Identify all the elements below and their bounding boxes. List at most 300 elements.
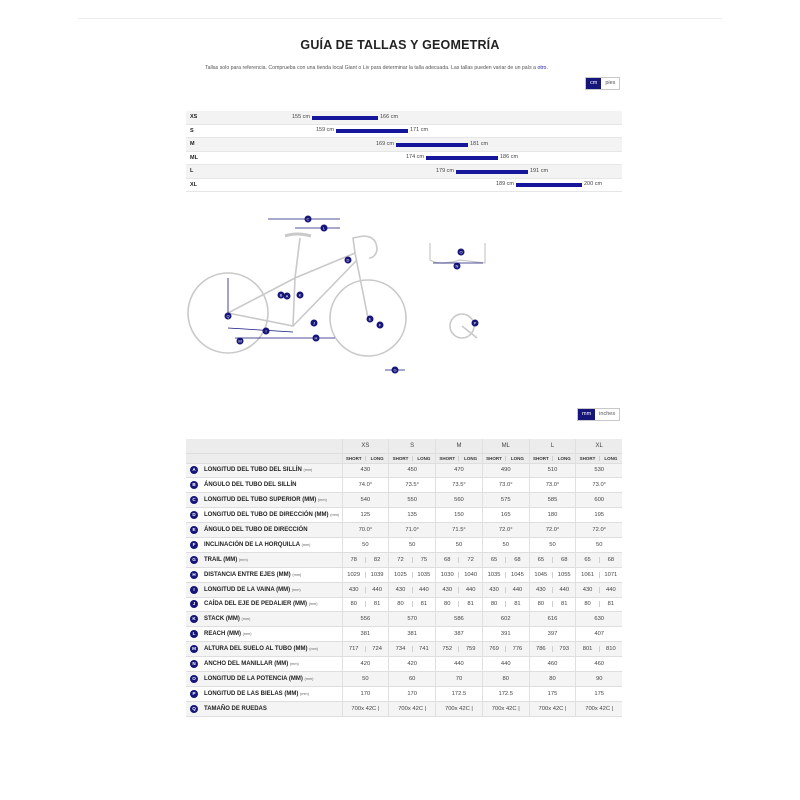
value-cell: 391 [482, 627, 529, 642]
row-name-text: STACK (MM) [204, 616, 242, 623]
long-value: 776 [512, 646, 523, 653]
short-value: 734 [389, 646, 412, 652]
subtitle-text: Tallas solo para referencia. Comprueba con una tienda local Giant o Liv para determinar la talla adecuada. Las tallas pueden variar de un país a [205, 65, 538, 71]
short-label: SHORT [389, 456, 412, 461]
svg-text:Q: Q [226, 313, 230, 319]
value-cell: 73.0° [576, 478, 622, 493]
short-value: 430 [343, 587, 366, 593]
header-blank [186, 439, 342, 453]
short-value: 1045 [530, 572, 553, 578]
long-label: LONG [510, 455, 524, 461]
value-cell: 72.0° [576, 523, 622, 538]
row-name-text: CAÍDA DEL EJE DE PEDALIER (MM) [204, 601, 309, 608]
table-row [186, 463, 622, 478]
size-row-ml [186, 152, 622, 166]
row-letter-cell [186, 478, 202, 493]
row-unit: (mm) [241, 617, 251, 622]
long-value: 1045 [510, 571, 524, 578]
row-letter-cell [186, 701, 202, 716]
value-cell: 125 [342, 508, 389, 523]
value-pair-cell [436, 582, 483, 597]
long-value: 741 [419, 646, 429, 653]
svg-text:N: N [455, 263, 459, 269]
table-row [186, 478, 622, 493]
geometry-unit-toggle [577, 408, 620, 421]
value-cell: 510 [529, 463, 576, 478]
letter-badge: J [190, 600, 198, 608]
short-label: SHORT [576, 456, 599, 461]
value-cell: 90 [576, 671, 622, 686]
geo-label-D [345, 257, 352, 264]
value-pair-cell [436, 597, 483, 612]
svg-text:B: B [279, 292, 283, 298]
value-pair-cell [389, 597, 436, 612]
short-value: 430 [436, 587, 459, 593]
value-cell: 73.5° [389, 478, 436, 493]
value-cell: 72.0° [482, 523, 529, 538]
row-name-text: ÁNGULO DEL TUBO DEL SILLÍN [204, 482, 297, 489]
value-pair-cell [482, 597, 529, 612]
unit-mm-button[interactable]: mm [578, 409, 595, 420]
short-value: 801 [576, 646, 599, 652]
row-name [202, 642, 342, 657]
value-pair-cell [482, 582, 529, 597]
row-name [202, 686, 342, 701]
value-cell: 50 [436, 537, 483, 552]
long-label: LONG [604, 455, 618, 461]
short-value: 430 [389, 587, 412, 593]
subheader-blank [186, 453, 342, 463]
value-pair-cell [389, 582, 436, 597]
svg-text:J: J [313, 320, 315, 326]
row-name [202, 537, 342, 552]
letter-badge: L [190, 630, 198, 638]
table-row [186, 597, 622, 612]
short-long-header [436, 453, 483, 463]
value-cell: 490 [482, 463, 529, 478]
letter-badge: K [190, 615, 198, 623]
short-value: 769 [483, 646, 506, 652]
long-value: 68 [560, 556, 568, 563]
row-name-text: TRAIL (MM) [204, 556, 239, 563]
row-name-text: REACH (MM) [204, 631, 243, 638]
geo-label-O [458, 249, 465, 256]
size-row-xs [186, 111, 622, 125]
value-cell: 560 [436, 493, 483, 508]
value-pair-cell [576, 582, 622, 597]
short-value: 430 [483, 587, 506, 593]
value-cell: 586 [436, 612, 483, 627]
svg-text:I: I [265, 328, 267, 334]
table-row [186, 627, 622, 642]
svg-text:E: E [368, 316, 372, 322]
row-name [202, 597, 342, 612]
value-cell: 135 [389, 508, 436, 523]
long-value: 81 [607, 601, 615, 608]
table-row [186, 523, 622, 538]
value-pair-cell [389, 642, 436, 657]
row-unit: (mm) [301, 542, 311, 547]
row-letter-cell [186, 537, 202, 552]
size-label: XL [190, 181, 198, 188]
row-name [202, 463, 342, 478]
letter-badge: O [190, 675, 198, 683]
unit-inches-button[interactable]: inches [595, 409, 619, 420]
row-name-text: TAMAÑO DE RUEDAS [204, 705, 267, 712]
long-value: 440 [419, 586, 429, 593]
letter-badge: N [190, 660, 198, 668]
seatpost [295, 238, 300, 278]
value-cell: 150 [436, 508, 483, 523]
letter-badge: H [190, 571, 198, 579]
value-cell: 50 [342, 537, 389, 552]
size-range-bar [312, 116, 378, 120]
row-name-text: LONGITUD DEL TUBO DEL SILLÍN [204, 467, 304, 474]
long-value: 1039 [370, 571, 384, 578]
value-cell: 407 [576, 627, 622, 642]
bar-min-label: 155 cm [291, 113, 310, 120]
long-value: 1040 [464, 571, 478, 578]
value-cell: 630 [576, 612, 622, 627]
value-cell: 180 [529, 508, 576, 523]
value-cell: 175 [576, 686, 622, 701]
short-long-header [482, 453, 529, 463]
value-cell: 602 [482, 612, 529, 627]
geo-label-E [367, 316, 374, 323]
row-letter-cell [186, 552, 202, 567]
value-pair-cell [576, 597, 622, 612]
bar-min-label: 169 cm [375, 140, 394, 147]
size-range-bar [396, 143, 468, 147]
long-value: 440 [512, 586, 523, 593]
long-value: 1055 [557, 571, 571, 578]
value-cell: 700x 42C | [576, 701, 622, 716]
svg-text:D: D [346, 257, 350, 263]
letter-badge: C [190, 496, 198, 504]
short-value: 78 [343, 557, 366, 563]
bar-max-label: 166 cm [380, 113, 399, 120]
row-unit: (mm) [292, 572, 302, 577]
long-value: 724 [372, 646, 382, 653]
long-value: 81 [514, 601, 521, 608]
short-label: SHORT [530, 456, 553, 461]
value-cell: 700x 42C | [389, 701, 436, 716]
value-pair-cell [342, 582, 389, 597]
table-subheader-row [186, 453, 622, 463]
short-value: 752 [436, 646, 459, 652]
geo-label-L [321, 225, 328, 232]
bar-min-label: 179 cm [435, 167, 454, 174]
value-pair-cell [529, 582, 576, 597]
geo-label-C [305, 216, 312, 223]
row-letter-cell [186, 493, 202, 508]
row-unit: (mm) [238, 557, 248, 562]
long-label: LONG [370, 455, 384, 461]
value-cell: 440 [482, 657, 529, 672]
table-row [186, 508, 622, 523]
size-label: M [190, 141, 195, 147]
short-value: 65 [483, 557, 506, 563]
page-title: GUÍA DE TALLAS Y GEOMETRÍA [300, 38, 500, 52]
short-value: 80 [483, 601, 506, 607]
short-value: 1025 [389, 572, 412, 578]
size-row-s [186, 125, 622, 139]
row-name [202, 508, 342, 523]
short-value: 80 [530, 601, 553, 607]
value-pair-cell [389, 567, 436, 582]
bike-geometry-diagram [185, 208, 495, 388]
value-cell: 70 [436, 671, 483, 686]
row-unit: (mm) [317, 498, 327, 503]
row-unit: (mm) [308, 602, 318, 607]
bar-max-label: 200 cm [584, 181, 603, 187]
short-long-header [342, 453, 389, 463]
value-pair-cell [342, 597, 389, 612]
long-value: 68 [514, 556, 521, 563]
subtitle-link[interactable]: otro. [537, 65, 548, 71]
value-pair-cell [482, 642, 529, 657]
value-cell: 397 [529, 627, 576, 642]
value-cell: 381 [342, 627, 389, 642]
height-unit-toggle [585, 77, 620, 90]
value-cell: 50 [342, 671, 389, 686]
size-row-xl [186, 179, 622, 193]
row-letter-cell [186, 671, 202, 686]
row-name-text: LONGITUD DE LA VAINA (MM) [204, 586, 292, 593]
value-cell: 570 [389, 612, 436, 627]
geo-label-J [311, 320, 318, 327]
value-cell: 460 [576, 657, 622, 672]
row-name-text: DISTANCIA ENTRE EJES (MM) [204, 571, 293, 578]
dim-chainstay [228, 328, 293, 332]
value-cell: 440 [436, 657, 483, 672]
svg-text:K: K [298, 292, 302, 298]
short-long-header [529, 453, 576, 463]
geo-label-G [392, 367, 399, 374]
svg-text:P: P [473, 320, 477, 326]
row-unit: (mm) [242, 632, 252, 637]
geo-label-P [472, 320, 479, 327]
value-cell: 450 [389, 463, 436, 478]
value-cell: 700x 42C | [436, 701, 483, 716]
value-pair-cell [436, 567, 483, 582]
short-value: 80 [576, 601, 599, 607]
value-cell: 616 [529, 612, 576, 627]
long-value: 68 [607, 556, 615, 563]
svg-text:H: H [314, 335, 318, 341]
value-cell: 420 [389, 657, 436, 672]
value-cell: 170 [342, 686, 389, 701]
long-value: 81 [420, 601, 428, 608]
table-row [186, 537, 622, 552]
size-range-bar [516, 183, 582, 187]
value-cell: 600 [576, 493, 622, 508]
table-row [186, 582, 622, 597]
row-name [202, 612, 342, 627]
geo-label-I [263, 328, 270, 335]
letter-badge: F [190, 541, 198, 549]
row-unit: (mm) [303, 468, 313, 473]
row-unit: (mm) [291, 587, 301, 592]
long-value: 1071 [604, 571, 618, 578]
row-name [202, 567, 342, 582]
frame-rear [228, 278, 295, 326]
size-row-m [186, 138, 622, 152]
short-value: 80 [436, 601, 459, 607]
row-name-text: ÁNGULO DEL TUBO DE DIRECCIÓN [204, 527, 308, 533]
table-row [186, 671, 622, 686]
value-cell: 530 [576, 463, 622, 478]
row-letter-cell [186, 523, 202, 538]
value-cell: 165 [482, 508, 529, 523]
value-cell: 700x 42C | [529, 701, 576, 716]
table-row [186, 612, 622, 627]
value-cell: 195 [576, 508, 622, 523]
value-cell: 71.5° [436, 523, 483, 538]
value-cell: 387 [436, 627, 483, 642]
geo-label-M [237, 338, 244, 345]
geo-label-K [297, 292, 304, 299]
short-value: 80 [343, 601, 366, 607]
size-header: XL [576, 439, 622, 453]
row-name-text: ANCHO DEL MANILLAR (MM) [204, 661, 290, 668]
size-header: S [389, 439, 436, 453]
short-label: SHORT [343, 456, 366, 461]
row-unit: (mm) [304, 676, 314, 681]
long-value: 1035 [417, 571, 431, 578]
value-pair-cell [576, 567, 622, 582]
value-cell: 50 [482, 537, 529, 552]
table-row [186, 567, 622, 582]
svg-text:F: F [378, 322, 382, 328]
value-pair-cell [436, 552, 483, 567]
row-unit: (mm) [330, 513, 340, 518]
row-name [202, 552, 342, 567]
value-cell: 550 [389, 493, 436, 508]
long-value: 75 [420, 556, 428, 563]
row-letter-cell [186, 508, 202, 523]
value-cell: 70.0° [342, 523, 389, 538]
row-letter-cell [186, 582, 202, 597]
geo-label-B [278, 292, 285, 299]
letter-badge: A [190, 466, 198, 474]
letter-badge: D [190, 511, 198, 519]
letter-badge: B [190, 481, 198, 489]
short-value: 1030 [436, 572, 459, 578]
letter-badge: G [190, 556, 198, 564]
short-value: 430 [530, 587, 553, 593]
letter-badge: E [190, 526, 198, 534]
geo-label-F [377, 322, 384, 329]
row-name-text: ALTURA DEL SUELO AL TUBO (MM) [204, 646, 310, 653]
value-cell: 575 [482, 493, 529, 508]
size-label: XS [190, 114, 198, 120]
row-letter-cell [186, 627, 202, 642]
short-value: 1061 [576, 572, 599, 578]
value-pair-cell [529, 567, 576, 582]
value-cell: 556 [342, 612, 389, 627]
letter-badge: P [190, 690, 198, 698]
size-header: XS [342, 439, 389, 453]
short-long-header [389, 453, 436, 463]
value-cell: 700x 42C | [482, 701, 529, 716]
row-letter-cell [186, 642, 202, 657]
value-cell: 73.0° [482, 478, 529, 493]
long-value: 81 [373, 601, 381, 608]
short-value: 430 [576, 587, 599, 593]
row-name [202, 493, 342, 508]
size-header: L [529, 439, 576, 453]
short-value: 72 [389, 557, 412, 563]
size-row-l [186, 165, 622, 179]
letter-badge: M [190, 645, 198, 653]
row-name [202, 657, 342, 672]
value-cell: 71.0° [389, 523, 436, 538]
value-cell: 700x 42C | [342, 701, 389, 716]
short-value: 65 [576, 557, 599, 563]
value-cell: 460 [529, 657, 576, 672]
table-row [186, 686, 622, 701]
row-unit: (mm) [309, 647, 319, 652]
size-label: L [190, 168, 194, 174]
value-cell: 72.0° [529, 523, 576, 538]
value-pair-cell [576, 642, 622, 657]
short-value: 80 [389, 601, 412, 607]
value-pair-cell [342, 642, 389, 657]
row-letter-cell [186, 463, 202, 478]
short-label: SHORT [483, 456, 506, 461]
row-name-text: LONGITUD DEL TUBO SUPERIOR (MM) [204, 497, 318, 504]
row-letter-cell [186, 686, 202, 701]
value-pair-cell [482, 567, 529, 582]
top-divider [78, 18, 722, 19]
value-cell: 60 [389, 671, 436, 686]
letter-badge: I [190, 586, 198, 594]
long-value: 440 [372, 586, 382, 593]
short-value: 1035 [483, 572, 506, 578]
value-pair-cell [389, 552, 436, 567]
long-value: 81 [560, 601, 568, 608]
svg-text:M: M [238, 338, 242, 344]
unit-cm-button[interactable]: cm [586, 78, 601, 89]
value-cell: 585 [529, 493, 576, 508]
row-name-text: INCLINACIÓN DE LA HORQUILLA [204, 541, 302, 548]
size-range-chart [186, 111, 622, 192]
size-range-bar [336, 129, 408, 133]
row-letter-cell [186, 567, 202, 582]
value-cell: 80 [482, 671, 529, 686]
value-pair-cell [342, 552, 389, 567]
long-value: 82 [373, 556, 381, 563]
value-cell: 540 [342, 493, 389, 508]
short-value: 65 [530, 557, 553, 563]
long-label: LONG [417, 455, 431, 461]
value-pair-cell [529, 642, 576, 657]
value-cell: 430 [342, 463, 389, 478]
svg-text:O: O [459, 249, 463, 255]
value-cell: 170 [389, 686, 436, 701]
table-header-row [186, 439, 622, 453]
bar-min-label: 159 cm [315, 127, 334, 133]
bar-max-label: 171 cm [410, 127, 429, 133]
short-label: SHORT [436, 456, 459, 461]
unit-feet-button[interactable]: pies [601, 78, 619, 89]
long-value: 440 [606, 586, 616, 593]
value-cell: 172.5 [436, 686, 483, 701]
row-name-text: LONGITUD DE LAS BIELAS (MM) [204, 690, 300, 697]
table-row [186, 493, 622, 508]
size-header: M [436, 439, 483, 453]
